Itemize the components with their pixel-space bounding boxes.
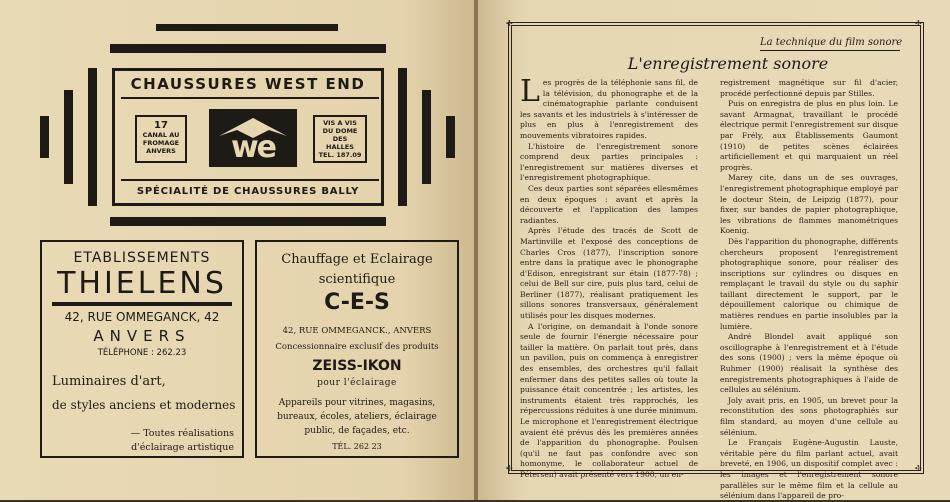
west-end-footer: SPÉCIALITÉ DE CHAUSSURES BALLY [136,186,360,197]
left-bar-2 [64,90,73,184]
ces-phone: TÉL. 262 23 [332,442,382,451]
left-page [0,0,474,500]
right-bar-1 [398,68,407,206]
article-column-1 [520,74,698,479]
running-head: La technique du film sonore [760,37,903,48]
col2-paragraph-7: Le Français Eugène-Augustin Lauste, véritable père du film parlant actuel, avait breveté, en 1906, un dispositif complet avec : les images et l'enregistrement sonore parallèles sur le même film et la cellule au sélénium dans l'appareil de pro- [720,438,898,501]
thielens-phone: TÉLÉPHONE : 262.23 [97,348,187,358]
thielens-tagline2: de styles anciens et modernes [52,398,236,412]
col1-paragraph-2: L'histoire de l'enregistrement sonore comprend deux parties principales : l'enregistrement sur matières diverses et l'enregistrement photographique. [520,141,698,183]
left-bar-1 [40,116,49,158]
west-end-rule-bottom [121,179,379,181]
thielens-note2: d'éclairage artistique [131,442,234,453]
thielens-rule [52,302,232,306]
west-end-ad [112,68,384,206]
drop-cap: L [520,74,540,109]
ces-text2: bureaux, écoles, ateliers, éclairage [277,412,437,422]
we-logo-text: we [230,130,276,165]
bottom-bar [110,217,386,226]
col1-paragraph-3: Ces deux parties sont séparées ellesmêmes en deux époques : avant et après la découverte et l'application des lampes radiantes. [520,183,698,225]
address-line-2: FROMAGE [142,139,180,147]
right-bar-3 [446,116,455,158]
address-line-3: ANVERS [146,147,176,155]
article-column-2 [720,78,899,501]
address-number: 17 [154,120,168,131]
west-end-address-box [135,115,187,163]
location-line-3: DES [332,135,348,143]
west-end-location-box [313,115,367,163]
address-line-1: CANAL AU [142,131,180,139]
ces-ad [255,240,459,458]
right-bar-2 [422,90,431,184]
ces-brand: C-E-S [324,290,390,315]
ces-line2: scientifique [318,272,396,287]
ces-product: ZEISS-IKON [312,358,402,374]
article-title: L'enregistrement sonore [627,54,829,73]
corner-ornament-br: ✣ [915,464,922,473]
thielens-name: THIELENS [57,266,227,301]
thielens-address: 42, RUE OMMEGANCK, 42 [64,310,220,324]
col1-paragraph-5: A l'origine, on demandait à l'onde sonore seule de fournir l'énergie nécessaire pour tailler la matière. On parlait tout près, dans un pavillon, puis on commença à enregistrer des ensembles, des orchestres qu'il fallait enfermer dans des petites salles où toute la puissance était concentrée ; les artistes, les instruments étaient très rapprochés, les répercussions réduites à une durée minimum. Le microphone et l'enregistrement électrique avaient été prévus dès les premières années de l'apparition du phonographe. Poulsen (qu'il ne faut pas confondre avec son homonyme, le collaborateur actuel de Pétersen) avait présenté vers 1900, un en- [520,321,698,479]
ces-address: 42, RUE OMMEGANCK., ANVERS [282,326,432,336]
ces-concession: Concessionnaire exclusif des produits [275,342,439,352]
col2-paragraph-1: registrement magnétique sur fil d'acier, procédé perfectionné depuis par Stilles. [720,78,898,98]
corner-ornament-bl: ✣ [506,464,513,473]
west-end-rule-top [121,97,379,99]
thielens-line1: ETABLISSEMENTS [73,250,211,266]
thielens-ad [40,240,244,458]
col2-paragraph-2: Puis on enregistra de plus en plus loin. Le savant Armagnat, travaillant le procédé électrique permit l'enregistrement sur disque par Frély, aux Établissements Gaumont (1910) de petites scènes éclairées artificiellement et qui marquaient un réel progrès. [720,99,898,172]
top-bar-1 [156,24,338,31]
ces-product-sub: pour l'éclairage [317,378,397,388]
location-line-1: VIS A VIS [323,119,357,127]
left-bar-3 [88,68,97,206]
running-head-rule [760,50,900,51]
thielens-note1: — Toutes réalisations [130,428,234,439]
corner-ornament-tr: ✣ [915,19,922,28]
col1-paragraph-1 [520,74,698,142]
col2-paragraph-4: Dès l'apparition du phonographe, différents chercheurs proposent l'enregistrement photographique sonore, pour réaliser des inscriptions sur cylindres ou disques en remplaçant le travail du style ou du saphir taillant directement le support, par le dépouillement calorique ou chimique de matières rendues en partie insolubles par la lumière. [720,236,898,331]
location-line-2: DU DOME [322,127,358,135]
top-bar-2 [110,44,386,53]
col1-paragraph-1-text: es progrès de la téléphonie sans fil, de la télévision, du phonographe et de la cinématographie parlante conduisent les savants et les industriels à s'intéresser de plus en plus à l'enregistrement des mouvements vibratoires rapides. [520,78,698,140]
thielens-tagline1: Luminaires d'art, [52,374,166,389]
col2-paragraph-5: André Blondel avait appliqué son oscillographe à l'enregistrement et à l'étude des sons (1900) ; vers la même époque où Ruhmer (1900) réalisait la synthèse des enregistrements photographiques à l'aide de cellules au sélénium. [720,332,898,395]
corner-ornament-tl: ✣ [506,19,513,28]
col1-paragraph-4: Après l'étude des tracés de Scott de Martinville et l'exposé des conceptions de Charles Cros (1877), l'inscription sonore entre dans la pratique avec le phonographe d'Edison, enregistrant sur étain (1877-78) ; celui de Bell sur cire, puis plus tard, celui de Berliner (1877), réalisant pratiquement les sillons sonores transversaux, généralement utilisés pour les disques modernes. [520,226,698,321]
location-line-5: TEL. 187.09 [318,151,362,159]
we-logo [209,109,297,167]
ces-line1: Chauffage et Eclairage [281,252,433,267]
right-page [478,0,950,500]
location-line-4: HALLES [326,143,354,151]
thielens-city: ANVERS [93,327,191,345]
ces-text3: public, de façades, etc. [304,426,410,436]
ces-text1: Appareils pour vitrines, magasins, [278,398,436,408]
col2-paragraph-6: Joly avait pris, en 1905, un brevet pour la reconstitution des sons photographiés sur film standard, au moyen d'une cellule au sélénium. [720,395,898,437]
west-end-heading: CHAUSSURES WEST END [130,75,366,93]
col2-paragraph-3: Marey cite, dans un de ses ouvrages, l'enregistrement photographique employé par le docteur Stein, de Leipzig (1877), pour fixer, sur bandes de papier photographique, les vibrations de flammes manométriques Koenig. [720,173,899,236]
